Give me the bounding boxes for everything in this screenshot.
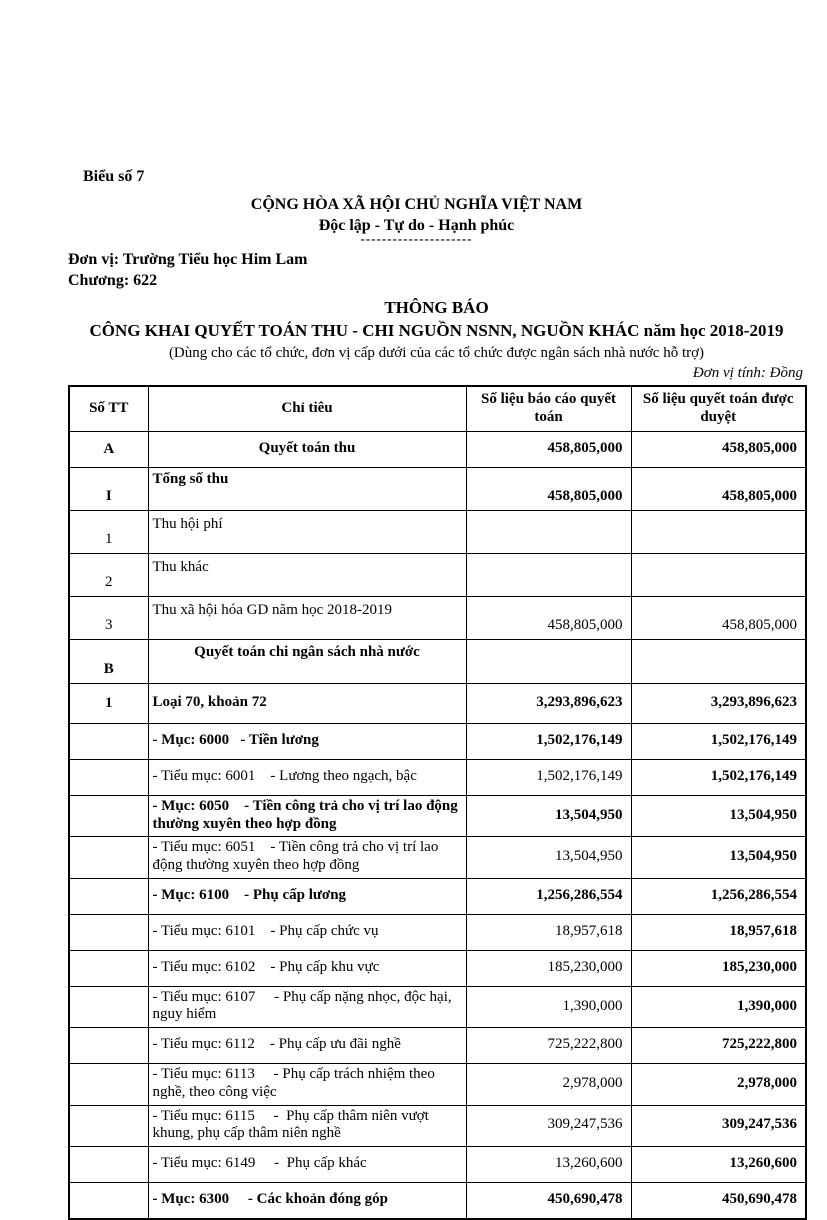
approved-value-text: 725,222,800 — [722, 1036, 797, 1053]
approved-value-text: 185,230,000 — [722, 958, 797, 975]
approved-value-text: 2,978,000 — [737, 1074, 797, 1091]
cell-approved-value — [631, 796, 806, 837]
form-number: Biểu số 7 — [83, 168, 145, 185]
table-row — [69, 554, 806, 597]
unit-name-line: Đơn vị: Trường Tiểu học Him Lam — [68, 251, 308, 268]
table-row — [69, 1064, 806, 1105]
table-row — [69, 1105, 806, 1146]
cell-approved-value — [631, 837, 806, 878]
cell-indicator-label — [148, 914, 466, 950]
table-row — [69, 640, 806, 684]
cell-stt — [69, 1146, 148, 1182]
table-row — [69, 684, 806, 724]
indicator-text: Loại 70, khoản 72 — [152, 694, 267, 711]
cell-approved-value — [631, 597, 806, 640]
cell-reported-value — [466, 950, 631, 986]
stt-text: 2 — [105, 574, 113, 591]
table-header-row — [69, 386, 806, 432]
table-row — [69, 511, 806, 554]
reported-value-text: 3,293,896,623 — [536, 694, 623, 711]
cell-reported-value — [466, 432, 631, 468]
cell-indicator-label — [148, 1105, 466, 1146]
table-row — [69, 986, 806, 1027]
cell-indicator-label — [148, 597, 466, 640]
approved-value-text: 13,260,600 — [729, 1155, 797, 1172]
reported-value-text: 185,230,000 — [547, 958, 623, 975]
reported-value-text: 1,502,176,149 — [536, 768, 623, 785]
cell-indicator-label — [148, 878, 466, 914]
indicator-text: Quyết toán thu — [258, 440, 356, 457]
indicator-text: Thu hội phí — [152, 516, 223, 532]
cell-stt — [69, 468, 148, 511]
stt-text: 1 — [105, 694, 113, 711]
cell-stt — [69, 511, 148, 554]
indicator-text: Quyết toán chi ngân sách nhà nước — [194, 644, 420, 660]
reported-value-text: 725,222,800 — [547, 1036, 623, 1053]
cell-reported-value — [466, 597, 631, 640]
cell-approved-value — [631, 950, 806, 986]
approved-value-text: 3,293,896,623 — [710, 694, 797, 711]
motto-divider: --------------------- — [360, 231, 473, 246]
national-title: CỘNG HÒA XÃ HỘI CHỦ NGHĨA VIỆT NAM — [250, 196, 583, 213]
approved-value-text: 458,805,000 — [722, 488, 797, 505]
document-title: THÔNG BÁO — [384, 298, 489, 317]
cell-approved-value — [631, 878, 806, 914]
cell-approved-value — [631, 724, 806, 760]
cell-reported-value — [466, 914, 631, 950]
cell-indicator-label — [148, 640, 466, 684]
cell-approved-value — [631, 684, 806, 724]
budget-settlement-table — [68, 385, 807, 1220]
cell-reported-value — [466, 511, 631, 554]
col-header-chi-tieu: Chỉ tiêu — [148, 386, 466, 432]
reported-value-text: 1,502,176,149 — [536, 732, 623, 749]
reported-value-text: 458,805,000 — [547, 488, 623, 505]
indicator-text: - Mục: 6300 - Các khoản đóng góp — [152, 1191, 388, 1208]
cell-stt — [69, 597, 148, 640]
indicator-text: - Tiểu mục: 6115 - Phụ cấp thâm niên vượt khung, phụ cấp thâm niên nghề — [152, 1107, 433, 1142]
cell-reported-value — [466, 1146, 631, 1182]
cell-approved-value — [631, 1105, 806, 1146]
cell-approved-value — [631, 760, 806, 796]
stt-text: I — [105, 488, 112, 505]
cell-reported-value — [466, 1064, 631, 1105]
cell-approved-value — [631, 914, 806, 950]
col-header-stt: Số TT — [69, 386, 148, 432]
cell-reported-value — [466, 724, 631, 760]
document-content — [68, 0, 805, 1220]
indicator-text: Thu khác — [152, 559, 209, 575]
document-title-main: CÔNG KHAI QUYẾT TOÁN THU - CHI NGUỒN NSNN, NGUỒN KHÁC năm học 2018-2019 — [89, 321, 784, 340]
cell-approved-value — [631, 640, 806, 684]
reported-value-text: 13,260,600 — [555, 1155, 623, 1172]
cell-reported-value — [466, 796, 631, 837]
cell-stt — [69, 950, 148, 986]
table-row — [69, 724, 806, 760]
cell-reported-value — [466, 554, 631, 597]
indicator-text: - Tiểu mục: 6107 - Phụ cấp nặng nhọc, độc hại, nguy hiểm — [152, 988, 456, 1023]
cell-reported-value — [466, 468, 631, 511]
cell-indicator-label — [148, 468, 466, 511]
cell-indicator-label — [148, 1146, 466, 1182]
cell-stt — [69, 796, 148, 837]
indicator-text: - Tiểu mục: 6112 - Phụ cấp ưu đãi nghề — [152, 1036, 401, 1053]
approved-value-text: 13,504,950 — [729, 848, 797, 865]
cell-indicator-label — [148, 760, 466, 796]
table-body — [69, 432, 806, 1219]
cell-reported-value — [466, 760, 631, 796]
cell-approved-value — [631, 1146, 806, 1182]
cell-indicator-label — [148, 554, 466, 597]
table-row — [69, 914, 806, 950]
approved-value-text: 458,805,000 — [722, 617, 797, 634]
cell-approved-value — [631, 554, 806, 597]
cell-approved-value — [631, 1064, 806, 1105]
reported-value-text: 458,805,000 — [547, 617, 623, 634]
reported-value-text: 450,690,478 — [547, 1191, 623, 1208]
cell-stt — [69, 837, 148, 878]
cell-reported-value — [466, 837, 631, 878]
approved-value-text: 1,256,286,554 — [710, 886, 797, 903]
indicator-text: - Mục: 6100 - Phụ cấp lương — [152, 886, 347, 903]
stt-text: 3 — [105, 617, 113, 634]
cell-stt — [69, 1064, 148, 1105]
col-header-approved: Số liệu quyết toán được duyệt — [631, 386, 806, 432]
table-row — [69, 1146, 806, 1182]
cell-indicator-label — [148, 986, 466, 1027]
approved-value-text: 1,502,176,149 — [710, 732, 797, 749]
cell-reported-value — [466, 640, 631, 684]
reported-value-text: 13,504,950 — [555, 806, 623, 823]
cell-reported-value — [466, 684, 631, 724]
cell-approved-value — [631, 1182, 806, 1219]
approved-value-text: 13,504,950 — [729, 806, 797, 823]
table-row — [69, 1028, 806, 1064]
indicator-text: - Tiểu mục: 6149 - Phụ cấp khác — [152, 1155, 367, 1172]
cell-reported-value — [466, 878, 631, 914]
cell-indicator-label — [148, 684, 466, 724]
stt-text: B — [103, 661, 114, 678]
chapter-line: Chương: 622 — [68, 272, 158, 289]
approved-value-text: 1,390,000 — [737, 997, 797, 1014]
cell-reported-value — [466, 1105, 631, 1146]
cell-indicator-label — [148, 1182, 466, 1219]
cell-indicator-label — [148, 796, 466, 837]
table-row — [69, 432, 806, 468]
cell-indicator-label — [148, 1028, 466, 1064]
cell-stt — [69, 1105, 148, 1146]
cell-reported-value — [466, 1182, 631, 1219]
table-row — [69, 1182, 806, 1219]
indicator-text: - Tiểu mục: 6101 - Phụ cấp chức vụ — [152, 922, 379, 939]
table-row — [69, 760, 806, 796]
indicator-text: - Tiểu mục: 6113 - Phụ cấp trách nhiệm theo nghề, theo công việc — [152, 1066, 439, 1100]
approved-value-text: 1,502,176,149 — [710, 768, 797, 785]
cell-approved-value — [631, 1028, 806, 1064]
cell-stt — [69, 640, 148, 684]
indicator-text: - Mục: 6050 - Tiền công trả cho vị trí lao động thường xuyên theo hợp đồng — [152, 798, 462, 832]
cell-stt — [69, 914, 148, 950]
table-header — [69, 386, 806, 432]
cell-indicator-label — [148, 1064, 466, 1105]
cell-reported-value — [466, 986, 631, 1027]
currency-unit-note: Đơn vị tính: Đồng — [692, 365, 803, 381]
indicator-text: Thu xã hội hóa GD năm học 2018-2019 — [152, 602, 393, 618]
reported-value-text: 13,504,950 — [555, 848, 623, 865]
cell-stt — [69, 554, 148, 597]
approved-value-text: 450,690,478 — [722, 1191, 797, 1208]
indicator-text: - Mục: 6000 - Tiền lương — [152, 732, 319, 749]
table-row — [69, 468, 806, 511]
cell-approved-value — [631, 986, 806, 1027]
document-subtitle: (Dùng cho các tổ chức, đơn vị cấp dưới của các tổ chức được ngân sách nhà nước hỗ trợ) — [168, 345, 705, 361]
cell-approved-value — [631, 432, 806, 468]
cell-stt — [69, 684, 148, 724]
cell-reported-value — [466, 1028, 631, 1064]
reported-value-text: 458,805,000 — [547, 440, 623, 457]
cell-stt — [69, 760, 148, 796]
cell-indicator-label — [148, 724, 466, 760]
cell-stt — [69, 1028, 148, 1064]
cell-approved-value — [631, 468, 806, 511]
stt-text: A — [103, 440, 115, 457]
national-header-block — [68, 196, 765, 246]
indicator-text: Tổng số thu — [152, 471, 229, 487]
reported-value-text: 1,390,000 — [562, 997, 623, 1014]
approved-value-text: 458,805,000 — [722, 440, 797, 457]
reported-value-text: 18,957,618 — [555, 922, 623, 939]
national-motto: Độc lập - Tự do - Hạnh phúc — [318, 217, 515, 234]
cell-stt — [69, 432, 148, 468]
stt-text: 1 — [105, 531, 113, 548]
approved-value-text: 309,247,536 — [722, 1116, 797, 1133]
cell-stt — [69, 1182, 148, 1219]
reported-value-text: 309,247,536 — [547, 1116, 623, 1133]
cell-indicator-label — [148, 432, 466, 468]
cell-stt — [69, 878, 148, 914]
indicator-text: - Tiểu mục: 6051 - Tiền công trả cho vị trí lao động thường xuyên theo hợp đồng — [152, 839, 443, 874]
table-row — [69, 597, 806, 640]
cell-indicator-label — [148, 950, 466, 986]
indicator-text: - Tiểu mục: 6102 - Phụ cấp khu vực — [152, 958, 380, 975]
cell-stt — [69, 986, 148, 1027]
indicator-text: - Tiểu mục: 6001 - Lương theo ngạch, bậc — [152, 768, 417, 785]
cell-indicator-label — [148, 837, 466, 878]
reported-value-text: 2,978,000 — [562, 1074, 623, 1091]
cell-approved-value — [631, 511, 806, 554]
table-row — [69, 837, 806, 878]
cell-stt — [69, 724, 148, 760]
approved-value-text: 18,957,618 — [729, 922, 797, 939]
table-row — [69, 796, 806, 837]
table-row — [69, 950, 806, 986]
cell-indicator-label — [148, 511, 466, 554]
reported-value-text: 1,256,286,554 — [536, 886, 623, 903]
table-row — [69, 878, 806, 914]
col-header-reported: Số liệu báo cáo quyết toán — [466, 386, 631, 432]
